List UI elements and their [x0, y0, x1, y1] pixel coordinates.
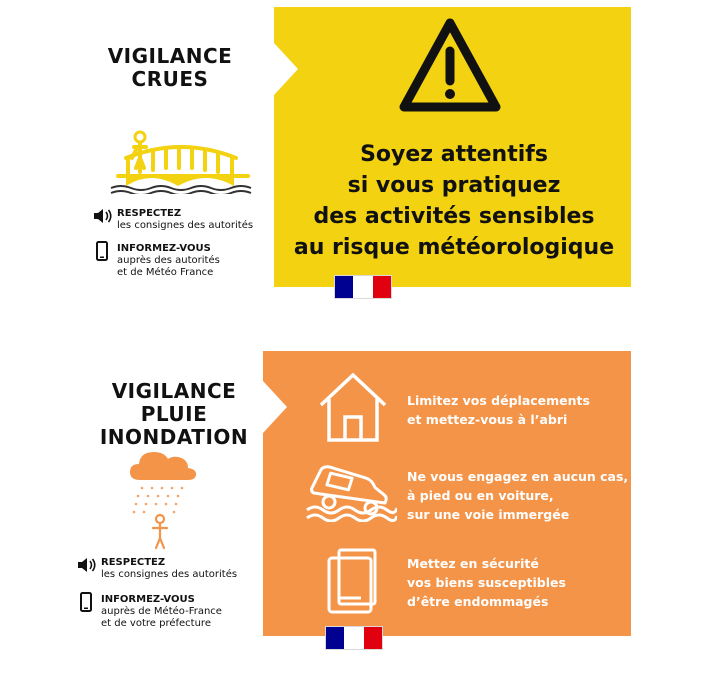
phone-icon [96, 241, 108, 261]
phone-icon [80, 592, 92, 612]
crues-informez: INFORMEZ-VOUS auprès des autorités et de Météo France [117, 243, 220, 278]
advice-3: Mettez en sécurité vos biens susceptibles d’être endommagés [407, 556, 566, 609]
speaker-icon [77, 557, 97, 573]
crues-title: VIGILANCE CRUES [107, 44, 233, 91]
documents-icon [325, 546, 381, 616]
pluie-informez: INFORMEZ-VOUS auprès de Météo-France et de votre préfecture [101, 594, 222, 629]
bridge-walker-icon [106, 128, 262, 194]
panel-notch [274, 43, 298, 95]
advice-1: Limitez vos déplacements et mettez-vous à l’abri [407, 393, 590, 427]
crues-message: Soyez attentifs si vous pratiquez des activités sensibles au risque météorologique [293, 142, 615, 260]
republique-francaise-logo [334, 275, 392, 299]
warning-triangle-icon [398, 17, 502, 115]
pluie-title: VIGILANCE PLUIE INONDATION [99, 379, 249, 449]
flooded-car-icon [305, 462, 397, 522]
house-icon [317, 369, 389, 443]
panel-notch [263, 381, 287, 433]
rain-cloud-person-icon [128, 446, 198, 550]
speaker-icon [93, 208, 113, 224]
republique-francaise-logo [325, 626, 383, 650]
pluie-respectez: RESPECTEZ les consignes des autorités [101, 557, 238, 580]
crues-respectez: RESPECTEZ les consignes des autorités [117, 208, 254, 231]
advice-2: Ne vous engagez en aucun cas, à pied ou en voiture, sur une voie immergée [407, 469, 629, 522]
